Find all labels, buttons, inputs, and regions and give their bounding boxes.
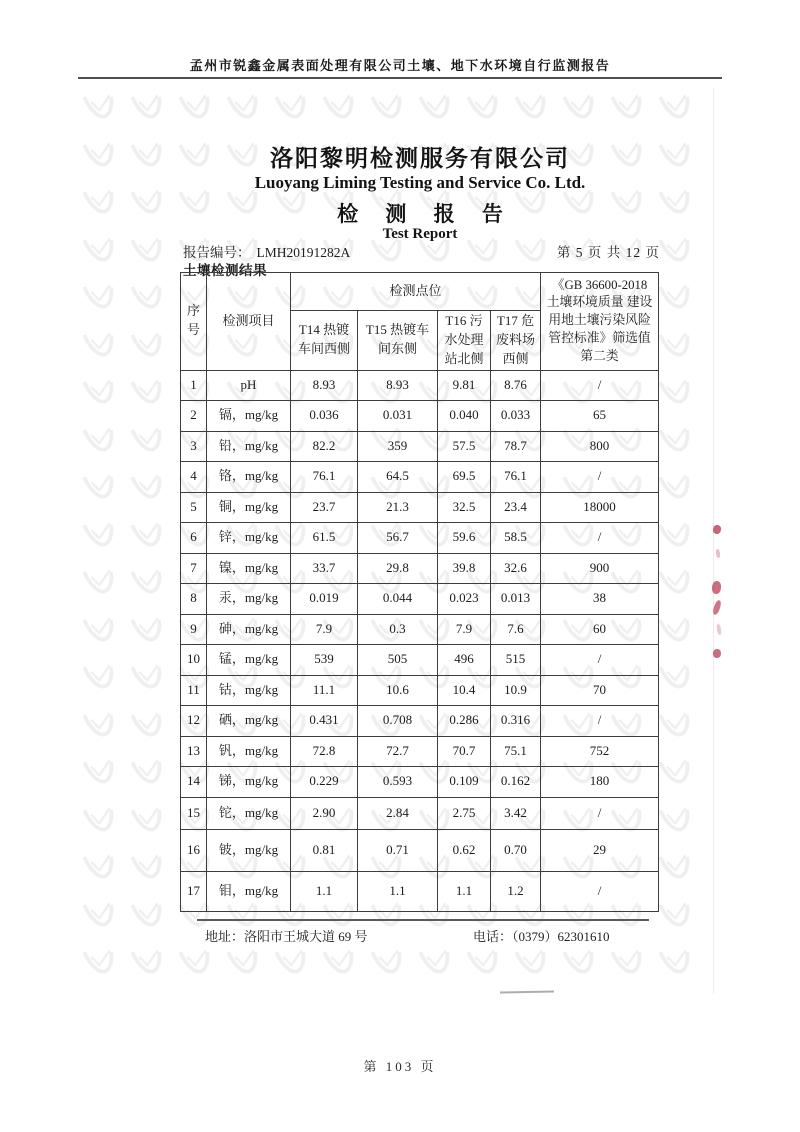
cell-item: 锌，mg/kg [207,523,291,554]
cell-value-t14: 82.2 [291,431,358,462]
cell-value-t17: 515 [491,645,541,676]
cell-item: 铜，mg/kg [207,492,291,523]
table-row [181,492,659,523]
cell-value-t16: 0.040 [438,401,491,432]
col-header-point-t16: T16 污水处理站北侧 [438,311,491,371]
cell-value-t14: 0.019 [291,584,358,615]
cell-value-t14: 0.431 [291,706,358,737]
running-header: 孟州市锐鑫金属表面处理有限公司土壤、地下水环境自行监测报告 [189,58,611,73]
cell-standard: / [541,871,659,911]
cell-value-t17: 78.7 [491,431,541,462]
cell-value-t15: 64.5 [358,462,438,493]
cell-item: 锑，mg/kg [207,767,291,798]
cell-value-t15: 359 [358,431,438,462]
table-row [181,553,659,584]
header-rule [78,77,722,79]
cell-item: 铅，mg/kg [207,431,291,462]
table-row [181,614,659,645]
cell-item: 铍，mg/kg [207,829,291,871]
report-title-cn: 检 测 报 告 [337,202,514,226]
cell-value-t16: 1.1 [438,871,491,911]
cell-value-t16: 9.81 [438,370,491,401]
cell-value-t16: 0.023 [438,584,491,615]
cell-value-t14: 11.1 [291,675,358,706]
table-header [181,273,659,371]
cell-value-t17: 0.033 [491,401,541,432]
table-row [181,871,659,911]
cell-seq: 13 [181,736,207,767]
cell-value-t16: 10.4 [438,675,491,706]
cell-item: 镍，mg/kg [207,553,291,584]
cell-value-t17: 75.1 [491,736,541,767]
cell-value-t15: 0.593 [358,767,438,798]
col-header-point-t17: T17 危废料场西侧 [491,311,541,371]
cell-standard: 800 [541,431,659,462]
cell-standard: / [541,645,659,676]
cell-item: 镉，mg/kg [207,401,291,432]
cell-value-t14: 0.036 [291,401,358,432]
cell-value-t16: 0.62 [438,829,491,871]
bottom-page-number: 第 103 页 [363,1059,437,1074]
cell-standard: 60 [541,614,659,645]
table-row [181,675,659,706]
cell-item: 钴，mg/kg [207,675,291,706]
cell-item: 钼，mg/kg [207,871,291,911]
footer-phone: 电话：（0379）62301610 [473,929,610,944]
cell-value-t15: 0.044 [358,584,438,615]
cell-value-t14: 2.90 [291,797,358,829]
cell-value-t14: 61.5 [291,523,358,554]
cell-standard: 900 [541,553,659,584]
col-header-point-t15: T15 热镀车间东侧 [358,311,438,371]
cell-value-t14: 0.229 [291,767,358,798]
cell-value-t17: 0.162 [491,767,541,798]
cell-seq: 7 [181,553,207,584]
cell-value-t14: 1.1 [291,871,358,911]
col-header-standard: 《GB 36600-2018 土壤环境质量 建设用地土壤污染风险管控标准》筛选值第二类 [541,273,659,371]
cell-value-t17: 32.6 [491,553,541,584]
section-title: 土壤检测结果 [183,263,267,278]
col-header-seq: 序号 [181,273,207,371]
cell-value-t15: 56.7 [358,523,438,554]
cell-value-t15: 2.84 [358,797,438,829]
cell-standard: 29 [541,829,659,871]
report-number-value: LMH20191282A [256,245,351,260]
company-name-cn: 洛阳黎明检测服务有限公司 [270,146,570,171]
cell-value-t16: 70.7 [438,736,491,767]
report-body [100,88,740,1008]
cell-value-t16: 7.9 [438,614,491,645]
cell-value-t15: 72.7 [358,736,438,767]
report-number-label: 报告编号： [183,245,251,260]
cell-seq: 2 [181,401,207,432]
cell-standard: / [541,523,659,554]
cell-value-t15: 0.71 [358,829,438,871]
cell-value-t17: 7.6 [491,614,541,645]
cell-value-t14: 33.7 [291,553,358,584]
cell-item: pH [207,370,291,401]
table-row [181,829,659,871]
cell-standard: / [541,706,659,737]
cell-seq: 14 [181,767,207,798]
cell-value-t15: 0.708 [358,706,438,737]
cell-standard: / [541,797,659,829]
footer-rule [197,919,649,921]
cell-value-t14: 8.93 [291,370,358,401]
cell-value-t14: 72.8 [291,736,358,767]
cell-value-t17: 76.1 [491,462,541,493]
cell-value-t17: 3.42 [491,797,541,829]
cell-value-t17: 1.2 [491,871,541,911]
cell-value-t16: 57.5 [438,431,491,462]
cell-item: 铊，mg/kg [207,797,291,829]
cell-seq: 8 [181,584,207,615]
cell-item: 汞，mg/kg [207,584,291,615]
cell-seq: 3 [181,431,207,462]
cell-value-t17: 0.013 [491,584,541,615]
cell-value-t15: 10.6 [358,675,438,706]
cell-item: 钒，mg/kg [207,736,291,767]
cell-seq: 6 [181,523,207,554]
cell-seq: 16 [181,829,207,871]
table-row [181,523,659,554]
table-row [181,797,659,829]
cell-value-t15: 505 [358,645,438,676]
table-row [181,370,659,401]
cell-value-t14: 76.1 [291,462,358,493]
table-row [181,462,659,493]
report-title-en: Test Report [382,226,458,242]
cell-value-t15: 0.3 [358,614,438,645]
footer-address: 地址：洛阳市王城大道 69 号 [205,929,368,944]
cell-value-t16: 59.6 [438,523,491,554]
cell-item: 铬，mg/kg [207,462,291,493]
cell-value-t16: 0.109 [438,767,491,798]
cell-standard: / [541,462,659,493]
cell-standard: 65 [541,401,659,432]
cell-seq: 15 [181,797,207,829]
cell-value-t16: 32.5 [438,492,491,523]
page-indicator: 第 5 页 共 12 页 [556,245,660,260]
cell-value-t17: 0.316 [491,706,541,737]
col-header-item: 检测项目 [207,273,291,371]
cell-value-t15: 29.8 [358,553,438,584]
cell-value-t16: 496 [438,645,491,676]
cell-standard: 180 [541,767,659,798]
report-number [183,241,350,261]
cell-value-t16: 2.75 [438,797,491,829]
cell-value-t16: 39.8 [438,553,491,584]
table-row [181,431,659,462]
cell-value-t16: 69.5 [438,462,491,493]
cell-value-t17: 23.4 [491,492,541,523]
cell-seq: 5 [181,492,207,523]
col-header-points-group: 检测点位 [291,273,541,311]
cell-item: 硒，mg/kg [207,706,291,737]
cell-value-t14: 539 [291,645,358,676]
cell-value-t17: 10.9 [491,675,541,706]
cell-value-t15: 21.3 [358,492,438,523]
company-name-en: Luoyang Liming Testing and Service Co. Ltd. [254,173,586,192]
table-row [181,401,659,432]
report-meta-row [100,241,740,259]
cell-standard: 38 [541,584,659,615]
cell-value-t17: 8.76 [491,370,541,401]
cell-value-t16: 0.286 [438,706,491,737]
table-row [181,736,659,767]
cell-value-t14: 7.9 [291,614,358,645]
cell-value-t15: 0.031 [358,401,438,432]
table-row [181,706,659,737]
cell-standard: 752 [541,736,659,767]
cell-value-t17: 0.70 [491,829,541,871]
table-row [181,645,659,676]
col-header-point-t14: T14 热镀车间西侧 [291,311,358,371]
table-row [181,767,659,798]
table-row [181,584,659,615]
cell-seq: 17 [181,871,207,911]
cell-seq: 11 [181,675,207,706]
cell-value-t17: 58.5 [491,523,541,554]
table-body [181,370,659,911]
cell-standard: / [541,370,659,401]
cell-standard: 18000 [541,492,659,523]
cell-value-t15: 8.93 [358,370,438,401]
cell-item: 锰，mg/kg [207,645,291,676]
cell-standard: 70 [541,675,659,706]
cell-item: 砷，mg/kg [207,614,291,645]
cell-seq: 1 [181,370,207,401]
cell-seq: 12 [181,706,207,737]
cell-value-t14: 23.7 [291,492,358,523]
cell-value-t14: 0.81 [291,829,358,871]
soil-results-table [180,272,659,912]
cell-seq: 10 [181,645,207,676]
cell-seq: 4 [181,462,207,493]
cell-value-t15: 1.1 [358,871,438,911]
cell-seq: 9 [181,614,207,645]
